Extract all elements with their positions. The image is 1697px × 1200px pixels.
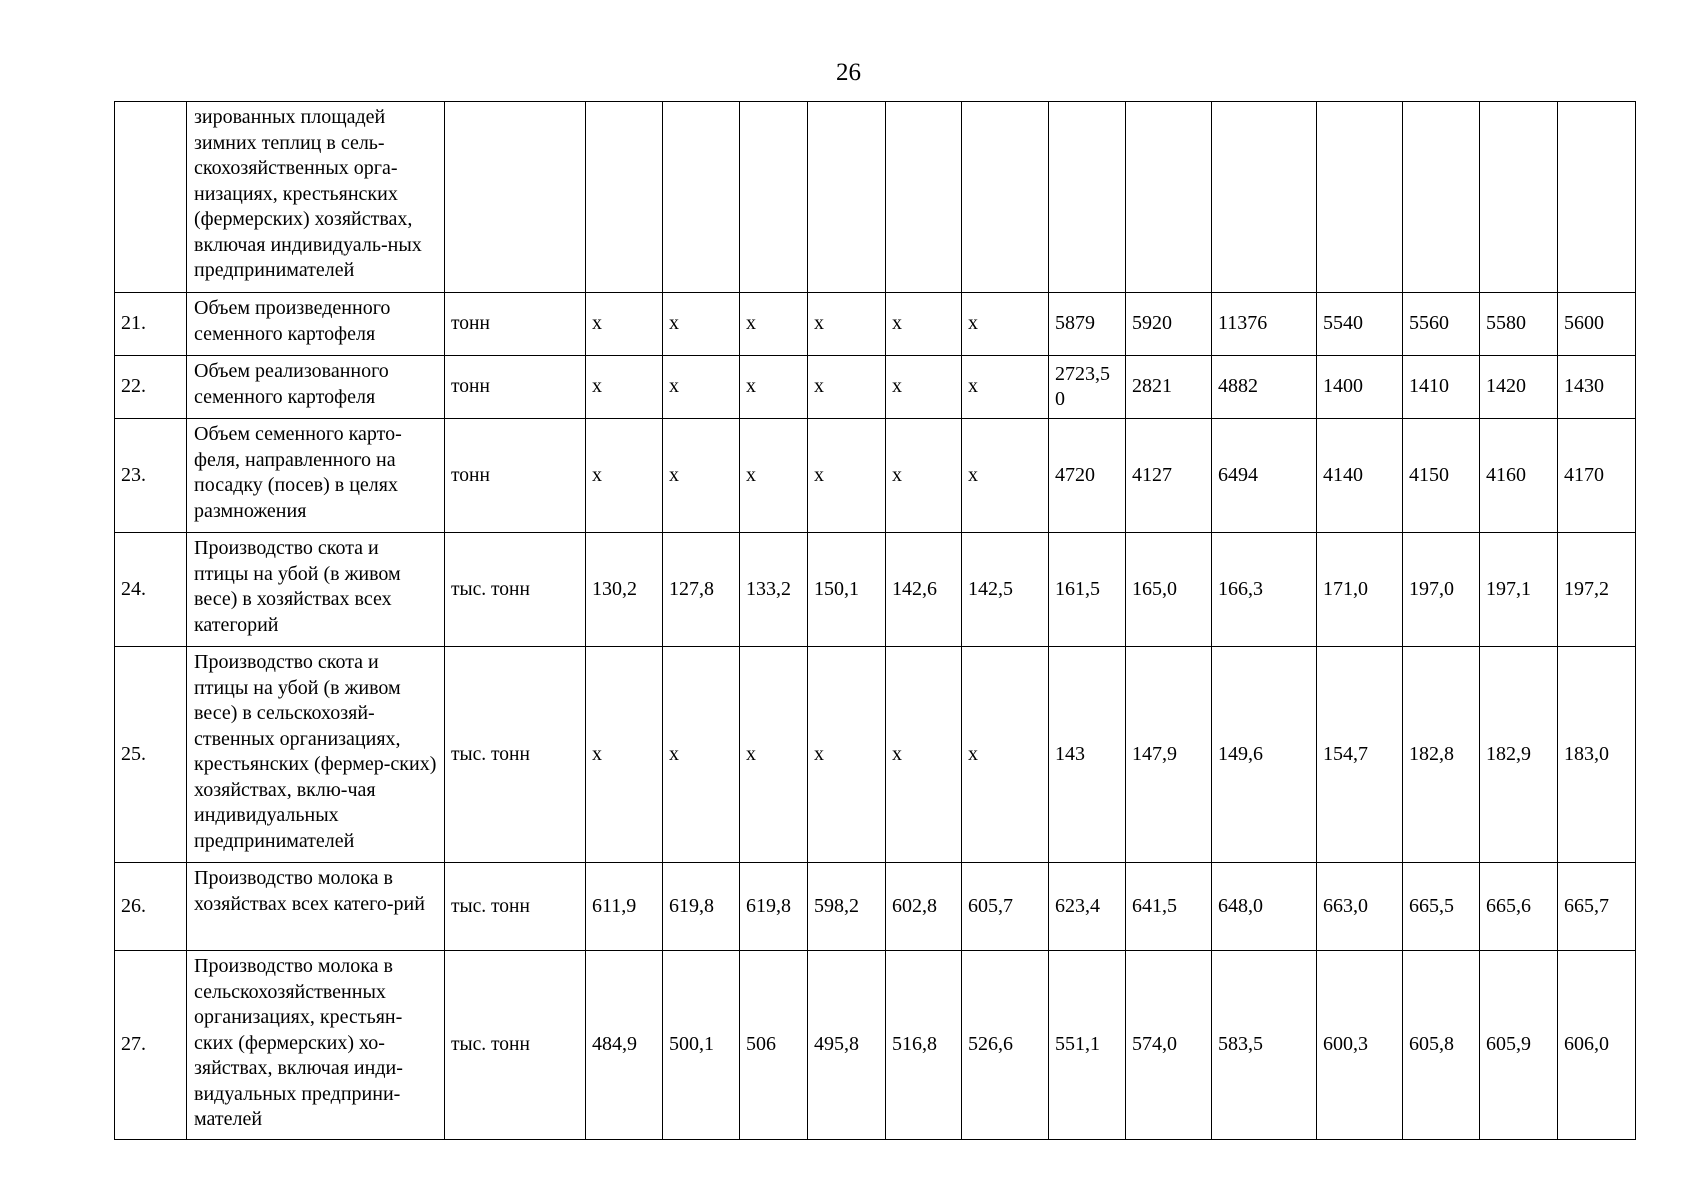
- table-row: [115, 951, 1636, 1140]
- value-cell: 526,6: [962, 951, 1049, 1140]
- value-cell: 4140: [1317, 419, 1403, 533]
- value-cell: 641,5: [1126, 863, 1212, 951]
- value-cell: х: [808, 356, 886, 419]
- value-cell: 1420: [1480, 356, 1558, 419]
- unit-cell: тыс. тонн: [445, 863, 586, 951]
- value-cell: 127,8: [663, 533, 740, 647]
- value-cell: 583,5: [1212, 951, 1317, 1140]
- row-number-cell: 25.: [115, 647, 187, 863]
- value-cell: х: [586, 293, 663, 356]
- indicator-name-cell: Производство молока в сельскохозяйственных организациях, крестьян-ских (фермерских) хо-зяйствах, включая инди-видуальных предприни-мателей: [187, 951, 445, 1140]
- value-cell: х: [808, 419, 886, 533]
- value-cell: 182,9: [1480, 647, 1558, 863]
- value-cell: 665,5: [1403, 863, 1480, 951]
- value-cell: [962, 102, 1049, 293]
- value-cell: 500,1: [663, 951, 740, 1140]
- indicator-name-cell: Производство скота и птицы на убой (в живом весе) в сельскохозяй-ственных организациях, крестьянских (фермер-ских) хозяйствах, вклю-чая индивидуальных предпринимателей: [187, 647, 445, 863]
- indicator-name-cell: Объем семенного карто-феля, направленного на посадку (посев) в целях размножения: [187, 419, 445, 533]
- value-cell: 665,6: [1480, 863, 1558, 951]
- value-cell: 623,4: [1049, 863, 1126, 951]
- value-cell: 663,0: [1317, 863, 1403, 951]
- value-cell: 602,8: [886, 863, 962, 951]
- value-cell: [1317, 102, 1403, 293]
- value-cell: 4127: [1126, 419, 1212, 533]
- value-cell: 665,7: [1558, 863, 1636, 951]
- row-number-cell: 24.: [115, 533, 187, 647]
- value-cell: 5600: [1558, 293, 1636, 356]
- value-cell: х: [740, 647, 808, 863]
- unit-cell: тыс. тонн: [445, 647, 586, 863]
- value-cell: 2723,5 0: [1049, 356, 1126, 419]
- value-cell: 551,1: [1049, 951, 1126, 1140]
- value-cell: 143: [1049, 647, 1126, 863]
- value-cell: х: [886, 647, 962, 863]
- value-cell: 154,7: [1317, 647, 1403, 863]
- unit-cell: тонн: [445, 293, 586, 356]
- value-cell: х: [586, 419, 663, 533]
- page-number: 26: [836, 59, 861, 86]
- value-cell: 150,1: [808, 533, 886, 647]
- value-cell: х: [740, 419, 808, 533]
- value-cell: х: [962, 419, 1049, 533]
- value-cell: 600,3: [1317, 951, 1403, 1140]
- value-cell: 133,2: [740, 533, 808, 647]
- unit-cell: тонн: [445, 356, 586, 419]
- value-cell: [663, 102, 740, 293]
- row-number-cell: 23.: [115, 419, 187, 533]
- value-cell: х: [808, 293, 886, 356]
- table-body: [115, 102, 1636, 1140]
- indicator-name-cell: Объем произведенного семенного картофеля: [187, 293, 445, 356]
- value-cell: [586, 102, 663, 293]
- value-cell: х: [962, 647, 1049, 863]
- value-cell: х: [886, 293, 962, 356]
- value-cell: 142,5: [962, 533, 1049, 647]
- value-cell: 5879: [1049, 293, 1126, 356]
- value-cell: 605,8: [1403, 951, 1480, 1140]
- value-cell: [1558, 102, 1636, 293]
- value-cell: х: [586, 647, 663, 863]
- value-cell: х: [886, 419, 962, 533]
- value-cell: [1126, 102, 1212, 293]
- table-row: [115, 293, 1636, 356]
- value-cell: 149,6: [1212, 647, 1317, 863]
- value-cell: х: [663, 293, 740, 356]
- value-cell: 5920: [1126, 293, 1212, 356]
- value-cell: х: [886, 356, 962, 419]
- value-cell: 484,9: [586, 951, 663, 1140]
- value-cell: 130,2: [586, 533, 663, 647]
- value-cell: 4882: [1212, 356, 1317, 419]
- row-number-cell: [115, 102, 187, 293]
- value-cell: х: [663, 647, 740, 863]
- value-cell: 516,8: [886, 951, 962, 1140]
- value-cell: 1430: [1558, 356, 1636, 419]
- unit-cell: тыс. тонн: [445, 533, 586, 647]
- value-cell: х: [586, 356, 663, 419]
- unit-cell: [445, 102, 586, 293]
- value-cell: 611,9: [586, 863, 663, 951]
- value-cell: 5560: [1403, 293, 1480, 356]
- value-cell: х: [740, 356, 808, 419]
- table-row: [115, 863, 1636, 951]
- value-cell: 4170: [1558, 419, 1636, 533]
- value-cell: [886, 102, 962, 293]
- value-cell: 5580: [1480, 293, 1558, 356]
- value-cell: 605,9: [1480, 951, 1558, 1140]
- value-cell: 197,0: [1403, 533, 1480, 647]
- value-cell: х: [663, 356, 740, 419]
- row-number-cell: 22.: [115, 356, 187, 419]
- value-cell: х: [962, 356, 1049, 419]
- value-cell: 165,0: [1126, 533, 1212, 647]
- value-cell: 147,9: [1126, 647, 1212, 863]
- unit-cell: тонн: [445, 419, 586, 533]
- indicator-name-cell: Производство молока в хозяйствах всех катего-рий: [187, 863, 445, 951]
- value-cell: [1403, 102, 1480, 293]
- table-row: [115, 356, 1636, 419]
- value-cell: х: [740, 293, 808, 356]
- value-cell: 5540: [1317, 293, 1403, 356]
- value-cell: 619,8: [740, 863, 808, 951]
- row-number-cell: 26.: [115, 863, 187, 951]
- value-cell: 197,1: [1480, 533, 1558, 647]
- value-cell: 648,0: [1212, 863, 1317, 951]
- row-number-cell: 27.: [115, 951, 187, 1140]
- continuation-row: [115, 102, 1636, 293]
- indicators-table: [114, 101, 1636, 1140]
- unit-cell: тыс. тонн: [445, 951, 586, 1140]
- value-cell: 171,0: [1317, 533, 1403, 647]
- value-cell: 1400: [1317, 356, 1403, 419]
- value-cell: 619,8: [663, 863, 740, 951]
- indicator-name-cell: Объем реализованного семенного картофеля: [187, 356, 445, 419]
- table-row: [115, 647, 1636, 863]
- value-cell: 506: [740, 951, 808, 1140]
- value-cell: 2821: [1126, 356, 1212, 419]
- value-cell: х: [808, 647, 886, 863]
- value-cell: 197,2: [1558, 533, 1636, 647]
- value-cell: 495,8: [808, 951, 886, 1140]
- value-cell: [740, 102, 808, 293]
- value-cell: [1212, 102, 1317, 293]
- value-cell: [1049, 102, 1126, 293]
- value-cell: х: [663, 419, 740, 533]
- value-cell: 161,5: [1049, 533, 1126, 647]
- value-cell: 166,3: [1212, 533, 1317, 647]
- value-cell: 4720: [1049, 419, 1126, 533]
- value-cell: 598,2: [808, 863, 886, 951]
- value-cell: х: [962, 293, 1049, 356]
- value-cell: 142,6: [886, 533, 962, 647]
- value-cell: [1480, 102, 1558, 293]
- value-cell: 6494: [1212, 419, 1317, 533]
- indicator-name-cell: Производство скота и птицы на убой (в живом весе) в хозяйствах всех категорий: [187, 533, 445, 647]
- value-cell: 606,0: [1558, 951, 1636, 1140]
- value-cell: 605,7: [962, 863, 1049, 951]
- row-number-cell: 21.: [115, 293, 187, 356]
- table-row: [115, 533, 1636, 647]
- indicator-name-cell: зированных площадей зимних теплиц в сель-скохозяйственных орга-низациях, крестьянских (фермерских) хозяйствах, включая индивидуаль-ных предпринимателей: [187, 102, 445, 293]
- value-cell: 574,0: [1126, 951, 1212, 1140]
- value-cell: 4150: [1403, 419, 1480, 533]
- value-cell: 11376: [1212, 293, 1317, 356]
- value-cell: 183,0: [1558, 647, 1636, 863]
- value-cell: 182,8: [1403, 647, 1480, 863]
- value-cell: 4160: [1480, 419, 1558, 533]
- table-row: [115, 419, 1636, 533]
- value-cell: [808, 102, 886, 293]
- value-cell: 1410: [1403, 356, 1480, 419]
